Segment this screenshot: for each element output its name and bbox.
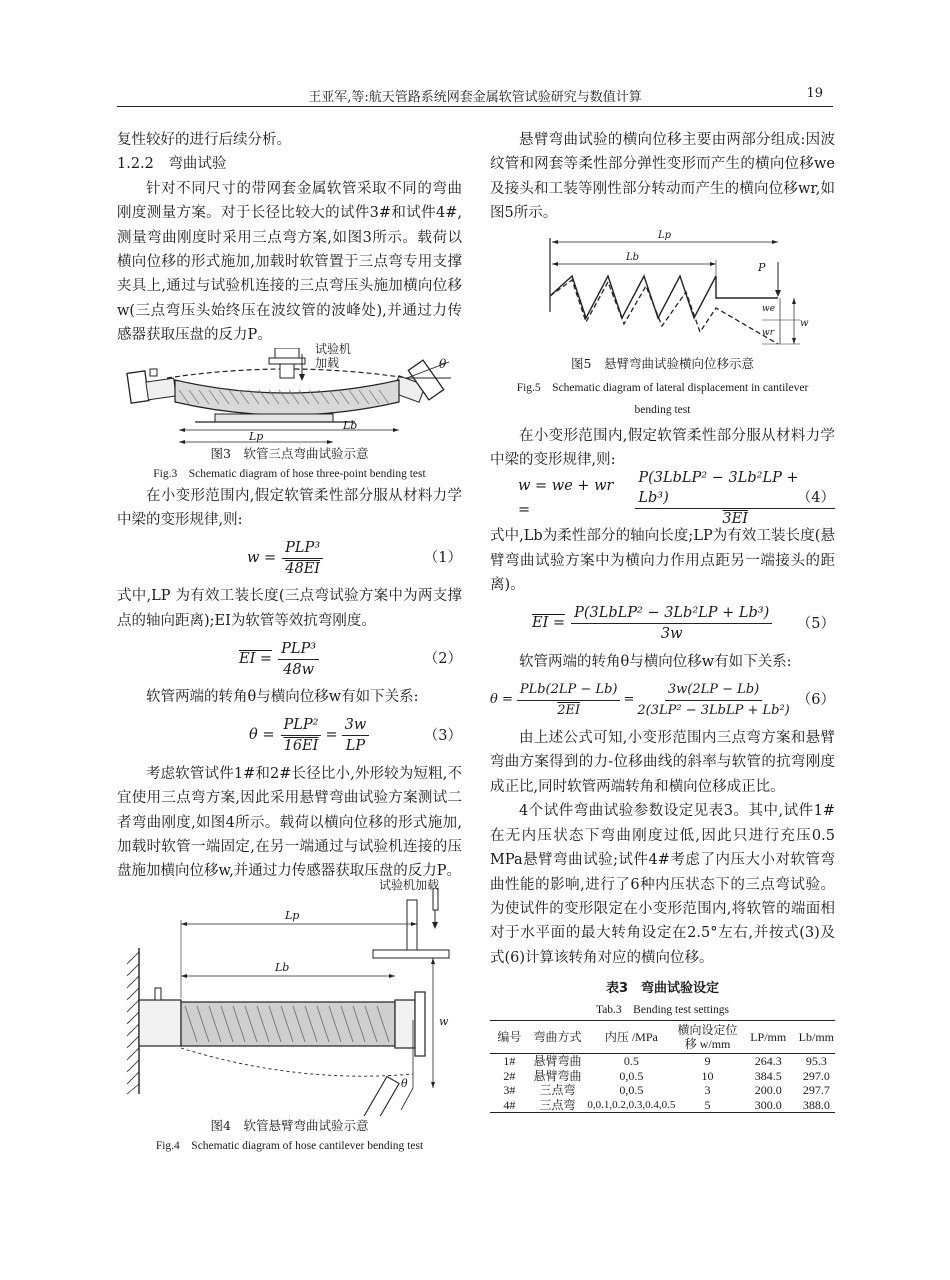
three-point-bending-diagram — [117, 348, 462, 444]
table-cell: 264.3 — [754, 1054, 782, 1069]
paragraph: 由上述公式可知,小变形范围内三点弯方案和悬臂弯曲方案得到的力-位移曲线的斜率与软管的抗弯刚度成正比,同时软管两端转角和横向位移成正比。 — [490, 730, 835, 795]
figure-5 — [490, 229, 835, 424]
fig4-w-label: w — [439, 1014, 449, 1028]
bending-settings-table — [490, 1020, 835, 1113]
paragraph: 软管两端的转角θ与横向位移w有如下关系: — [519, 653, 792, 670]
table-cell: 300.0 — [739, 1098, 798, 1113]
eq4-numerator: P(3LbLP² − 3Lb²LP + Lb³) — [635, 468, 835, 509]
fig4-load-label: 试验机加载 — [379, 877, 440, 892]
table-cell: 0,0.1,0.2,0.3,0.4,0.5 — [587, 1098, 676, 1111]
fig3-caption-cn: 图3 软管三点弯曲试验示意 — [210, 445, 369, 461]
undeformed-zigzag — [550, 276, 778, 318]
eq6-number: （6） — [796, 692, 835, 709]
header-title: 王亚军,等:航天管路系统网套金属软管试验研究与数值计算 — [308, 90, 642, 105]
table-cell: 200.0 — [754, 1083, 782, 1098]
fig3-lb-label: Lb — [343, 418, 358, 432]
rotated-end-fixture — [357, 1076, 399, 1115]
table-cell: 3# — [503, 1083, 516, 1098]
left-support-fixture — [127, 369, 176, 403]
fig5-w-label: w — [800, 317, 809, 329]
fig5-caption-en-1: Fig.5 Schematic diagram of lateral displacement in cantilever — [516, 381, 809, 394]
table-title-en: Tab.3 Bending test settings — [595, 1004, 730, 1017]
fig4-caption-cn: 图4 软管悬臂弯曲试验示意 — [210, 1117, 369, 1133]
table-title-cn: 表3 弯曲试验设定 — [605, 981, 720, 997]
fig4-lp-label: Lp — [285, 908, 300, 922]
eq4-lhs: w = we + wr = — [518, 478, 614, 519]
fig5-lb-label: Lb — [626, 251, 640, 263]
fig5-we-label: we — [762, 303, 776, 314]
eq5-number: （5） — [796, 615, 835, 632]
fig3-load-label-2: 加载 — [315, 355, 340, 370]
table-row — [490, 1054, 835, 1069]
eq1-number: （1） — [423, 550, 462, 567]
eq3-number: （3） — [423, 727, 462, 744]
eq5-denominator: 3w — [660, 626, 683, 643]
table-cell: 2# — [503, 1068, 516, 1083]
eq3-numerator-2: 3w — [342, 715, 370, 736]
paragraph: 在小变形范围内,假定软管柔性部分服从材料力学中梁的变形规律,则: — [490, 427, 835, 469]
figure-3 — [117, 341, 462, 484]
running-header — [117, 84, 833, 107]
fig3-load-label-1: 试验机 — [315, 341, 352, 356]
section-heading: 1.2.2 弯曲试验 — [117, 156, 227, 173]
table-header-cell: 弯曲方式 — [529, 1021, 587, 1054]
table-cell: 三点弯 — [539, 1083, 576, 1098]
eq6-numerator: PLb(2LP − Lb) — [517, 680, 621, 701]
eq2-denominator: 48w — [283, 661, 314, 678]
fig4-lb-label: Lb — [275, 960, 290, 974]
eq2-lhs: EI = — [239, 651, 273, 668]
paragraph: 式中,LP 为有效工装长度(三点弯试验方案中为两支撑点的轴向距离);EI为软管等效抗弯刚度。 — [117, 588, 462, 629]
equation-3 — [117, 712, 462, 760]
table-header-cell: 内压 /MPa — [586, 1021, 676, 1054]
paragraph: 针对不同尺寸的带网套金属软管采取不同的弯曲刚度测量方案。对于长径比较大的试件3#和试件4#,测量弯曲刚度时采用三点弯方案,如图3所示。载荷以横向位移的形式施加,加载时软管置于三点弯专用支撑夹具上,通过与试验机连接的三点弯压头施加横向位移w(三点弯压头始终压在波纹管的波峰处),并通过力传感器获取压盘的反力P。 — [117, 180, 462, 344]
braided-hose — [175, 380, 399, 415]
equation-6 — [490, 676, 835, 724]
page-number: 19 — [806, 86, 823, 101]
fig3-lp-label: Lp — [249, 429, 264, 443]
deflected-shape-line — [181, 1048, 413, 1076]
eq3-equals: = — [325, 727, 338, 744]
fig5-caption-en-2: bending test — [634, 403, 691, 416]
eq4-number: （4） — [796, 490, 835, 507]
table-cell: 297.0 — [802, 1068, 830, 1083]
loaded-end-joint — [395, 1000, 415, 1048]
table-header-cell: Lb/mm — [798, 1021, 835, 1054]
right-support-fixture — [393, 360, 444, 402]
eq5-lhs: EI = — [532, 615, 566, 632]
table-row — [490, 1083, 835, 1098]
eq3-numerator: PLP² — [281, 715, 322, 736]
eq6-denominator: 2EI — [557, 702, 581, 718]
fig5-p-label: P — [758, 260, 766, 274]
equation-2 — [117, 635, 462, 683]
table-cell: 悬臂弯曲 — [533, 1054, 582, 1069]
table-cell: 1# — [503, 1054, 516, 1069]
cantilever-bending-diagram — [117, 888, 462, 1116]
table-cell: 悬臂弯曲 — [533, 1068, 582, 1083]
equation-1 — [117, 534, 462, 582]
equation-4 — [490, 469, 835, 527]
eq6-numerator-2: 3w(2LP − Lb) — [665, 680, 762, 701]
table-cell: 0,0.5 — [619, 1068, 644, 1083]
equation-5 — [490, 600, 835, 648]
figure-4 — [117, 877, 462, 1156]
fig5-caption-cn: 图5 悬臂弯曲试验横向位移示意 — [571, 355, 754, 371]
eq1-denominator: 48EI — [285, 560, 321, 577]
paragraph: 复性较好的进行后续分析。 — [117, 132, 291, 148]
fig5-wr-label: wr — [762, 327, 775, 338]
table-row — [490, 1098, 835, 1113]
lateral-displacement-diagram — [490, 229, 835, 358]
paragraph: 4个试件弯曲试验参数设定见表3。其中,试件1#在无内压状态下弯曲刚度过低,因此只进行充压0.5 MPa悬臂弯曲试验;试件4#考虑了内压大小对软管弯曲性能的影响,进行了6种内压状态下的三点弯试验。为使试件的变形限定在小变形范围内,将软管的端面相对于水平面的最大转角设定在2.5°左右,并按式(3)及式(6)计算该转角对应的横向位移。 — [490, 803, 835, 966]
paragraph: 悬臂弯曲试验的横向位移主要由两部分组成:因波纹管和网套等柔性部分弹性变形而产生的横向位移we及接头和工装等刚性部分转动而产生的横向位移wr,如图5所示。 — [490, 132, 835, 222]
eq5-numerator: P(3LbLP² − 3Lb²LP + Lb³) — [571, 603, 772, 624]
fig4-theta-label: θ — [401, 1076, 408, 1090]
table-cell: 4# — [490, 1098, 529, 1113]
table-cell: 388.0 — [798, 1098, 835, 1113]
paragraph: 式中,Lb为柔性部分的轴向长度;LP为有效工装长度(悬臂弯曲试验方案中为横向力作用点距另一端接头的距离)。 — [490, 528, 835, 594]
table-cell: 0.5 — [623, 1054, 639, 1069]
fixed-wall-hatch — [127, 952, 139, 1094]
eq3-lhs: θ = — [249, 727, 275, 744]
table-cell: 5 — [676, 1098, 738, 1113]
table-header-row — [490, 1021, 835, 1054]
fig5-lp-label: Lp — [658, 229, 672, 241]
table-header-cell: 编号 — [490, 1021, 529, 1054]
eq6-lhs: θ = — [490, 691, 513, 707]
table-row — [490, 1069, 835, 1084]
eq4-denominator: 3EI — [722, 510, 748, 527]
table-header-cell: 横向设定位移 w/mm — [676, 1021, 738, 1054]
fig3-theta-label: θ — [439, 356, 447, 371]
table-cell: 384.5 — [754, 1068, 782, 1083]
fig4-caption-en: Fig.4 Schematic diagram of hose cantilever bending test — [155, 1139, 424, 1152]
table-cell: 297.7 — [802, 1083, 830, 1098]
eq6-equals: = — [623, 691, 635, 707]
bottom-support — [215, 414, 333, 422]
loading-head — [269, 348, 305, 381]
table-cell: 9 — [704, 1054, 711, 1069]
fixed-end-joint — [139, 1000, 181, 1046]
eq1-numerator: PLP³ — [282, 538, 323, 559]
paragraph: 考虑软管试件1#和2#长径比小,外形较为短粗,不宜使用三点弯方案,因此采用悬臂弯曲试验方案测试二者弯曲刚度,如图4所示。载荷以横向位移的形式施加,加载时软管一端固定,在另一端通过与试验机连接的压盘施加横向位移w,并通过力传感器获取压盘的反力P。 — [117, 765, 462, 880]
table-cell: 3 — [704, 1083, 711, 1098]
eq6-denominator-2: 2(3LP² − 3LbLP + Lb²) — [637, 702, 790, 718]
table-cell: 10 — [701, 1068, 714, 1083]
paragraph: 软管两端的转角θ与横向位移w有如下关系: — [146, 689, 419, 706]
eq3-denominator: 16EI — [283, 738, 319, 755]
eq2-number: （2） — [423, 651, 462, 668]
eq3-denominator-2: LP — [345, 738, 366, 755]
paragraph: 在小变形范围内,假定软管柔性部分服从材料力学中梁的变形规律,则: — [117, 487, 462, 529]
table-cell: 三点弯 — [529, 1098, 587, 1113]
eq1-lhs: w = — [247, 550, 277, 567]
braided-hose — [181, 1002, 395, 1046]
table-cell: 0,0.5 — [619, 1083, 644, 1098]
table-cell: 95.3 — [805, 1054, 827, 1069]
eq2-numerator: PLP³ — [278, 639, 319, 660]
fig3-caption-en: Fig.3 Schematic diagram of hose three-point bending test — [153, 467, 426, 480]
left-column — [117, 128, 462, 1156]
right-column — [490, 128, 835, 1113]
table-header-cell: LP/mm — [739, 1021, 798, 1054]
